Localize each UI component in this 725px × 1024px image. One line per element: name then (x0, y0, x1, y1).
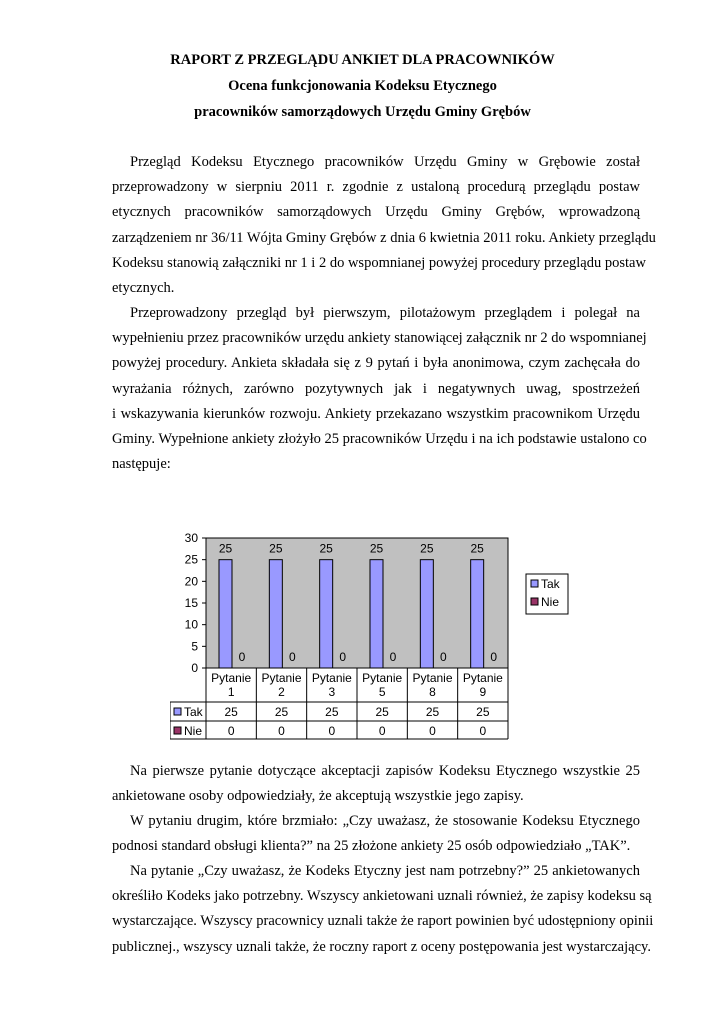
table-value-nie: 0 (429, 724, 436, 738)
category-label-number: 2 (278, 685, 285, 699)
category-label: Pytanie (311, 671, 352, 685)
y-tick-label: 0 (191, 661, 198, 675)
table-value-tak: 25 (375, 705, 389, 719)
category-label: Pytanie (362, 671, 403, 685)
text-line: Przeprowadzony przegląd był pierwszym, pilotażowym przeglądem i polegał na (130, 305, 640, 321)
table-value-nie: 0 (378, 724, 386, 738)
bar-tak (420, 560, 433, 668)
data-label-nie: 0 (288, 650, 296, 664)
text-line: etycznych pracowników samorządowych Urzędu Gminy Grębów, wprowadzoną (112, 204, 640, 221)
report-subtitle: Ocena funkcjonowania Kodeksu Etycznego (228, 78, 497, 94)
text-line: zarządzeniem nr 36/11 Wójta Gminy Grębów z dnia 6 kwietnia 2011 roku. Ankiety przeglądu (112, 229, 656, 246)
category-label: Pytanie (462, 671, 503, 685)
data-label-nie: 0 (339, 650, 347, 664)
data-label-tak: 25 (470, 541, 484, 556)
table-value-nie: 0 (227, 724, 235, 738)
legend-label-tak: Tak (541, 577, 560, 591)
legend-swatch-nie (531, 598, 538, 605)
table-value-tak: 25 (274, 705, 289, 719)
table-row-label-nie: Nie (184, 724, 203, 738)
y-tick-label: 15 (184, 596, 198, 610)
text-line: podnosi standard obsługi klienta?” na 25 złożone ankiety 25 osób odpowiedziało „TAK”. (112, 838, 631, 855)
text-line: publicznej., wszyscy uznali także, że roczny raport z oceny postępowania jest wystarczający. (112, 938, 651, 955)
table-value-tak: 25 (325, 705, 339, 719)
bar-tak (370, 560, 383, 668)
category-label: Pytanie (261, 671, 302, 685)
survey-chart (170, 528, 572, 742)
bar-tak (471, 560, 484, 668)
table-value-tak: 25 (224, 705, 238, 719)
data-label-nie: 0 (439, 650, 447, 664)
data-label-nie: 0 (389, 650, 397, 664)
data-label-nie: 0 (238, 650, 246, 664)
table-value-nie: 0 (479, 724, 487, 738)
y-tick-label: 20 (184, 574, 198, 589)
intro-paragraph-2 (112, 301, 647, 477)
text-line: Kodeksu stanowią załączniki nr 1 i 2 do wspomnianej powyżej procedury przeglądu postaw (112, 254, 646, 271)
category-label-number: 3 (328, 685, 336, 699)
text-line: Przegląd Kodeksu Etycznego pracowników Urzędu Gminy w Grębowie został (130, 154, 640, 170)
text-line: Na pytanie „Czy uważasz, że Kodeks Etyczny jest nam potrzebny?” 25 ankietowanych (130, 863, 640, 879)
text-line: określiło Kodeks jako potrzebny. Wszyscy ankietowani uznali również, że zapisy kodeksu są (112, 888, 652, 905)
text-line: następuje: (112, 456, 171, 473)
table-value-tak: 25 (476, 705, 490, 719)
table-value-tak: 25 (425, 705, 440, 719)
y-tick-label: 25 (184, 552, 198, 567)
report-subtitle-2: pracowników samorządowych Urzędu Gminy Grębów (194, 104, 531, 120)
text-line: ankietowane osoby odpowiedziały, że akceptują wszystkie jego zapisy. (112, 788, 524, 805)
table-key-nie (174, 727, 181, 734)
table-value-nie: 0 (278, 724, 285, 738)
data-label-tak: 25 (319, 541, 333, 556)
table-value-nie: 0 (328, 724, 336, 738)
intro-paragraph-1 (112, 150, 656, 301)
finding-paragraph-1 (112, 759, 640, 809)
legend-label-nie: Nie (541, 595, 560, 609)
category-label-number: 8 (429, 685, 436, 699)
category-label-number: 9 (479, 685, 487, 699)
table-key-tak (174, 708, 181, 715)
plot-area (206, 538, 508, 668)
bar-tak (219, 560, 232, 668)
category-label: Pytanie (412, 671, 453, 685)
y-tick-label: 5 (191, 639, 198, 654)
finding-paragraph-3 (112, 859, 654, 960)
text-line: wyrażania różnych, zarówno pozytywnych jak i negatywnych uwag, spostrzeżeń (112, 380, 640, 397)
text-line: Na pierwsze pytanie dotyczące akceptacji zapisów Kodeksu Etycznego wszystkie 25 (130, 763, 640, 779)
report-title: RAPORT Z PRZEGLĄDU ANKIET DLA PRACOWNIKÓW (170, 52, 555, 68)
y-tick-label: 30 (184, 531, 198, 545)
text-line: W pytaniu drugim, które brzmiało: „Czy uważasz, że stosowanie Kodeksu Etycznego (130, 813, 640, 829)
chart-svg (170, 528, 572, 742)
data-label-tak: 25 (369, 541, 384, 556)
data-label-tak: 25 (420, 541, 434, 556)
text-line: Gminy. Wypełnione ankiety złożyło 25 pracowników Urzędu i na ich podstawie ustalono co (112, 431, 647, 448)
data-label-nie: 0 (490, 650, 498, 664)
legend-swatch-tak (531, 580, 538, 587)
y-tick-label: 10 (184, 617, 198, 632)
text-line: przeprowadzony w sierpniu 2011 r. zgodnie z ustaloną procedurą przeglądu postaw (112, 179, 640, 196)
bar-tak (320, 560, 333, 668)
text-line: powyżej procedury. Ankieta składała się z 9 pytań i była anonimowa, czym zachęcała do (112, 355, 640, 372)
category-label: Pytanie (211, 671, 252, 685)
bar-tak (269, 560, 282, 668)
text-line: etycznych. (112, 280, 175, 297)
category-label-number: 5 (378, 685, 386, 699)
text-line: i wskazywania kierunków rozwoju. Ankiety przekazano wszystkim pracownikom Urzędu (112, 405, 640, 422)
finding-paragraph-2 (112, 809, 640, 859)
category-label-number: 1 (227, 685, 235, 699)
table-row-label-tak: Tak (184, 705, 203, 719)
text-line: wypełnieniu przez pracowników urzędu ankiety stanowiącej załącznik nr 2 do wspomnianej (112, 330, 647, 347)
text-line: wystarczające. Wszyscy pracownicy uznali także że raport powinien być udostępniony opinii (112, 913, 654, 930)
data-label-tak: 25 (218, 541, 233, 556)
data-label-tak: 25 (269, 541, 283, 556)
